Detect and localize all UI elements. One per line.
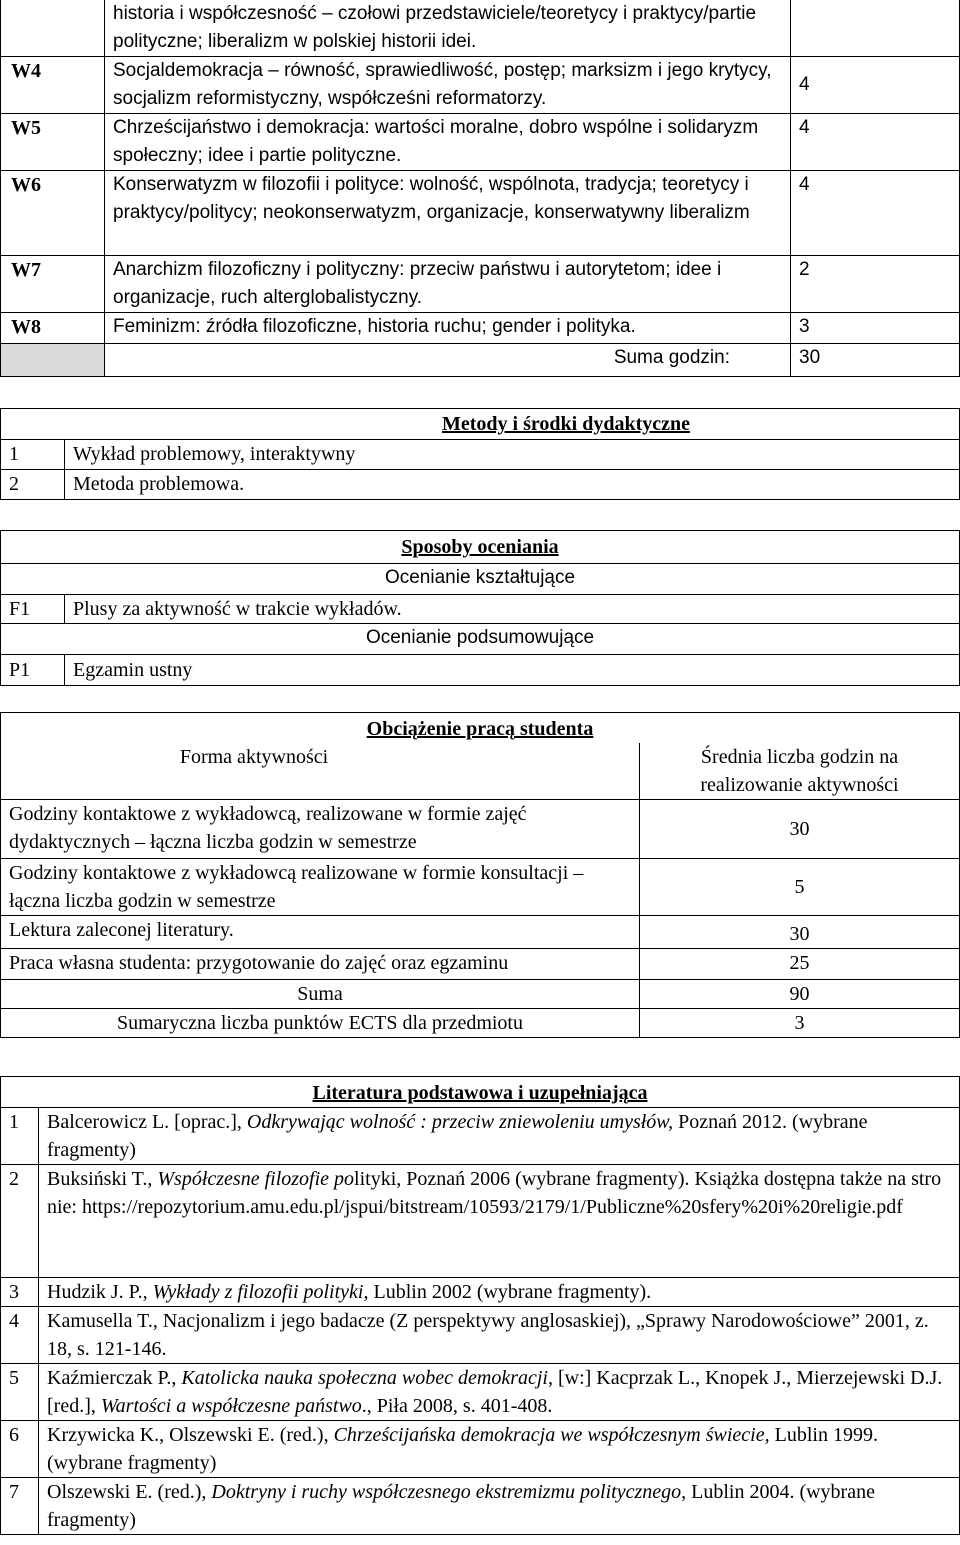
topics-sum-label: Suma godzin: xyxy=(105,344,791,377)
method-num: 2 xyxy=(1,470,65,500)
workload-activity: Lektura zaleconej literatury. xyxy=(1,916,640,949)
list-item xyxy=(1,1421,960,1478)
table-row xyxy=(1,256,960,313)
topic-hours: 4 xyxy=(791,57,960,114)
table-row xyxy=(1,1009,960,1038)
ects-value: 3 xyxy=(640,1009,960,1038)
literature-title: Literatura podstawowa i uzupełniająca xyxy=(1,1077,960,1108)
method-text: Wykład problemowy, interaktywny xyxy=(65,440,960,470)
assessment-code: P1 xyxy=(1,655,65,686)
literature-num: 1 xyxy=(1,1108,39,1165)
workload-activity: Godziny kontaktowe z wykładowcą realizowane w formie konsultacji – łączna liczba godzin w semestrze xyxy=(1,859,640,916)
workload-sum-value: 90 xyxy=(640,980,960,1009)
literature-entry: Krzywicka K., Olszewski E. (red.), Chrześcijańska demokracja we współczesnym świecie, Lublin 1999. (wybrane fragmenty) xyxy=(39,1421,960,1478)
literature-num: 3 xyxy=(1,1278,39,1307)
topic-text: Chrześcijaństwo i demokracja: wartości moralne, dobro wspólne i solidaryzm społeczny; idee i partie polityczne. xyxy=(105,114,791,171)
list-item xyxy=(1,1165,960,1278)
workload-title: Obciążenie pracą studenta xyxy=(1,713,960,744)
methods-title: Metody i środki dydaktyczne xyxy=(1,409,960,440)
literature-entry: Kaźmierczak P., Katolicka nauka społeczna wobec demokracji, [w:] Kacprzak L., Knopek J., Mierzejewski D.J. [red.], Wartości a współczesne państwo., Piła 2008, s. 401-408. xyxy=(39,1364,960,1421)
table-row xyxy=(1,595,960,624)
list-item xyxy=(1,1278,960,1307)
list-item xyxy=(1,1478,960,1535)
topic-text: Anarchizm filozoficzny i polityczny: przeciw państwu i autorytetom; idee i organizacje, ruch alterglobalistyczny. xyxy=(105,256,791,313)
literature-entry: Hudzik J. P., Wykłady z filozofii polityki, Lublin 2002 (wybrane fragmenty). xyxy=(39,1278,960,1307)
topic-code: W5 xyxy=(1,114,105,171)
workload-activity: Godziny kontaktowe z wykładowcą, realizowane w formie zajęć dydaktycznych – łączna liczba godzin w semestrze xyxy=(1,800,640,859)
table-row xyxy=(1,800,960,859)
method-text: Metoda problemowa. xyxy=(65,470,960,500)
assessment-text: Plusy za aktywność w trakcie wykładów. xyxy=(65,595,960,624)
topic-hours: 4 xyxy=(791,114,960,171)
workload-table xyxy=(0,712,960,1038)
literature-table xyxy=(0,1076,960,1535)
list-item xyxy=(1,1108,960,1165)
topic-w3-continuation: historia i współczesność – czołowi przedstawiciele/teoretycy i praktycy/partie polityczne; liberalizm w polskiej historii idei. xyxy=(105,0,791,57)
topic-text: Konserwatyzm w filozofii i polityce: wolność, wspólnota, tradycja; teoretycy i praktycy/politycy; neokonserwatyzm, organizacje, konserwatywny liberalizm xyxy=(105,171,791,256)
methods-table xyxy=(0,408,960,500)
method-num: 1 xyxy=(1,440,65,470)
workload-hours: 5 xyxy=(640,859,960,916)
topic-text: Feminizm: źródła filozoficzne, historia ruchu; gender i polityka. xyxy=(105,313,791,344)
topic-code: W7 xyxy=(1,256,105,313)
list-item xyxy=(1,440,960,470)
table-row xyxy=(1,171,960,256)
table-row xyxy=(1,655,960,686)
topic-code: W4 xyxy=(1,57,105,114)
table-row xyxy=(1,57,960,114)
workload-hours: 25 xyxy=(640,949,960,980)
table-row xyxy=(1,114,960,171)
literature-num: 6 xyxy=(1,1421,39,1478)
table-row xyxy=(1,980,960,1009)
literature-entry: Olszewski E. (red.), Doktryny i ruchy współczesnego ekstremizmu politycznego, Lublin 2004. (wybrane fragmenty) xyxy=(39,1478,960,1535)
workload-sum-label: Suma xyxy=(1,980,640,1009)
topics-sum-value: 30 xyxy=(791,344,960,377)
table-row xyxy=(1,0,960,57)
workload-hours: 30 xyxy=(640,916,960,949)
table-row xyxy=(1,313,960,344)
table-row xyxy=(1,916,960,949)
table-row xyxy=(1,949,960,980)
col-hours: Średnia liczba godzin na realizowanie aktywności xyxy=(640,743,960,800)
assessment-title: Sposoby oceniania xyxy=(1,531,960,564)
topic-code: W6 xyxy=(1,171,105,256)
literature-entry: Buksiński T., Współczesne filozofie polityki, Poznań 2006 (wybrane fragmenty). Książka dostępna także na stronie: https://repozytorium.amu.edu.pl/jspui/bitstream/10593/2179/1/Publiczne%20sfery%20i%20religie.pdf xyxy=(39,1165,960,1278)
table-row xyxy=(1,344,960,377)
topic-hours: 2 xyxy=(791,256,960,313)
literature-num: 4 xyxy=(1,1307,39,1364)
literature-num: 5 xyxy=(1,1364,39,1421)
ects-label: Sumaryczna liczba punktów ECTS dla przedmiotu xyxy=(1,1009,640,1038)
list-item xyxy=(1,1364,960,1421)
formative-label: Ocenianie kształtujące xyxy=(1,564,960,595)
workload-activity: Praca własna studenta: przygotowanie do zajęć oraz egzaminu xyxy=(1,949,640,980)
topic-text: Socjaldemokracja – równość, sprawiedliwość, postęp; marksizm i jego krytycy, socjalizm reformistyczny, współcześni reformatorzy. xyxy=(105,57,791,114)
col-activity: Forma aktywności xyxy=(1,743,640,800)
topics-table xyxy=(0,0,960,377)
table-row xyxy=(1,859,960,916)
topic-code: W8 xyxy=(1,313,105,344)
topic-hours: 3 xyxy=(791,313,960,344)
workload-hours: 30 xyxy=(640,800,960,859)
assessment-table xyxy=(0,530,960,686)
literature-entry: Kamusella T., Nacjonalizm i jego badacze (Z perspektywy anglosaskiej), „Sprawy Narodowościowe” 2001, z. 18, s. 121-146. xyxy=(39,1307,960,1364)
list-item xyxy=(1,1307,960,1364)
literature-num: 7 xyxy=(1,1478,39,1535)
summative-label: Ocenianie podsumowujące xyxy=(1,624,960,655)
topic-hours: 4 xyxy=(791,171,960,256)
assessment-code: F1 xyxy=(1,595,65,624)
list-item xyxy=(1,470,960,500)
assessment-text: Egzamin ustny xyxy=(65,655,960,686)
literature-entry: Balcerowicz L. [oprac.], Odkrywając wolność : przeciw zniewoleniu umysłów, Poznań 2012. (wybrane fragmenty) xyxy=(39,1108,960,1165)
literature-num: 2 xyxy=(1,1165,39,1278)
